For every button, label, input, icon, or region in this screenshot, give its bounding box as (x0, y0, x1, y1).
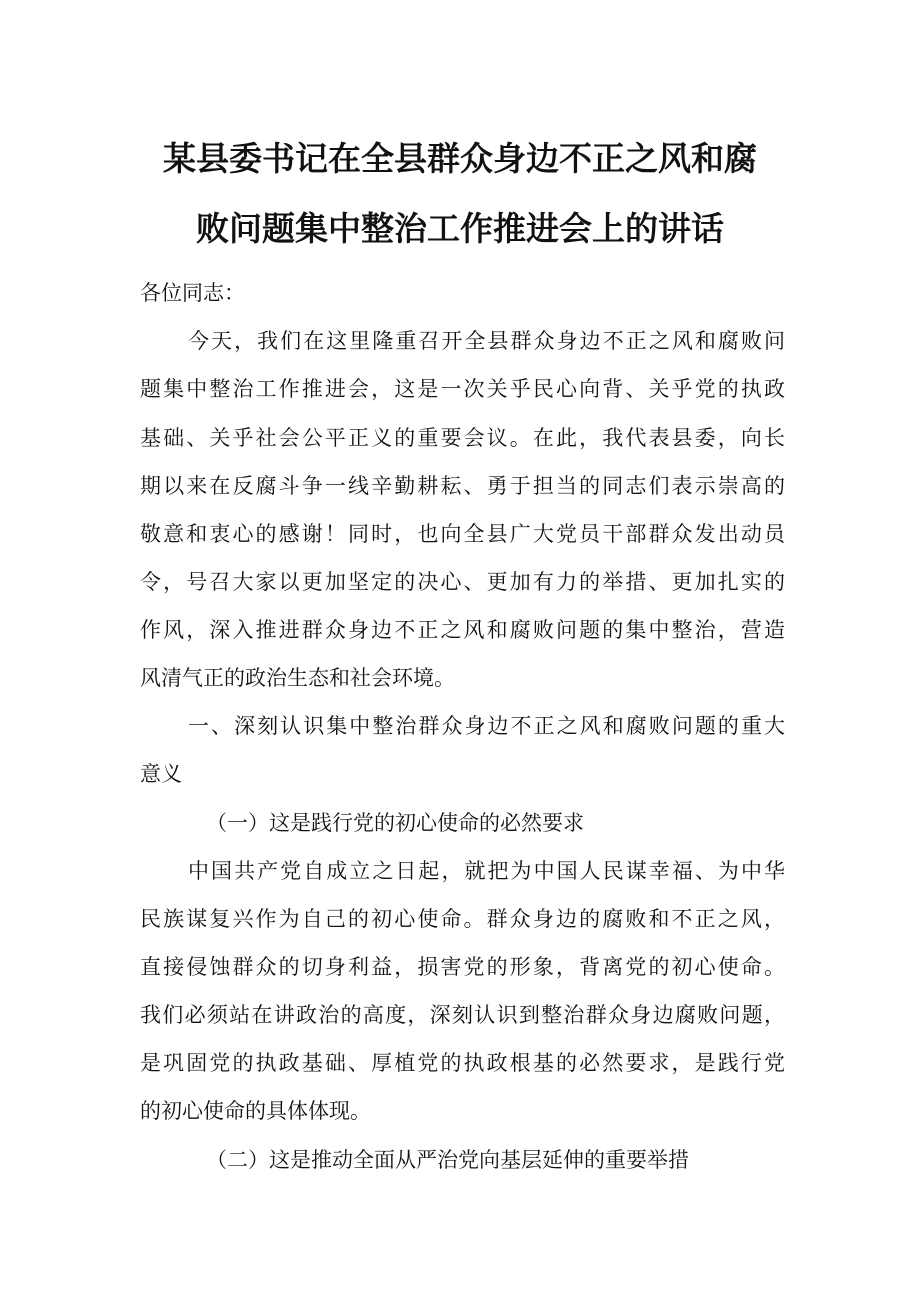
subsection-1-line-6: 的初心使命的具体体现。 (140, 1099, 371, 1123)
intro-line-4: 期以来在反腐斗争一线辛勤耕耘、勇于担当的同志们表示崇高的 (140, 474, 785, 498)
intro-line-2: 题集中整治工作推进会，这是一次关乎民心向背、关乎党的执政 (140, 377, 785, 401)
intro-line-6: 令，号召大家以更加坚定的决心、更加有力的举措、更加扎实的 (140, 570, 785, 594)
intro-line-5: 敬意和衷心的感谢！同时，也向全县广大党员干部群众发出动员 (140, 522, 785, 546)
document-title-line-2: 败问题集中整治工作推进会上的讲话 (196, 209, 724, 248)
intro-line-8: 风清气正的政治生态和社会环境。 (140, 666, 455, 690)
subsection-1-line-5: 是巩固党的执政基础、厚植党的执政根基的必然要求，是践行党 (140, 1051, 785, 1075)
subsection-1-line-3: 直接侵蚀群众的切身利益，损害党的形象，背离党的初心使命。 (140, 955, 785, 979)
subsection-2-heading: （二）这是推动全面从严治党向基层延伸的重要举措 (206, 1148, 689, 1172)
intro-line-1: 今天，我们在这里隆重召开全县群众身边不正之风和腐败问 (188, 329, 785, 353)
subsection-1-line-4: 我们必须站在讲政治的高度，深刻认识到整治群众身边腐败问题， (140, 1003, 785, 1027)
intro-line-3: 基础、关乎社会公平正义的重要会议。在此，我代表县委，向长 (140, 426, 785, 450)
subsection-1-heading: （一）这是践行党的初心使命的必然要求 (206, 811, 584, 835)
subsection-1-line-2: 民族谋复兴作为自己的初心使命。群众身边的腐败和不正之风， (140, 907, 785, 931)
section-1-heading-line-2: 意义 (140, 762, 182, 786)
subsection-1-line-1: 中国共产党自成立之日起，就把为中国人民谋幸福、为中华 (188, 859, 785, 883)
salutation: 各位同志： (140, 281, 245, 305)
document-title-line-1: 某县委书记在全县群众身边不正之风和腐 (163, 139, 757, 178)
intro-line-7: 作风，深入推进群众身边不正之风和腐败问题的集中整治，营造 (140, 618, 785, 642)
section-1-heading-line-1: 一、深刻认识集中整治群众身边不正之风和腐败问题的重大 (188, 714, 785, 738)
